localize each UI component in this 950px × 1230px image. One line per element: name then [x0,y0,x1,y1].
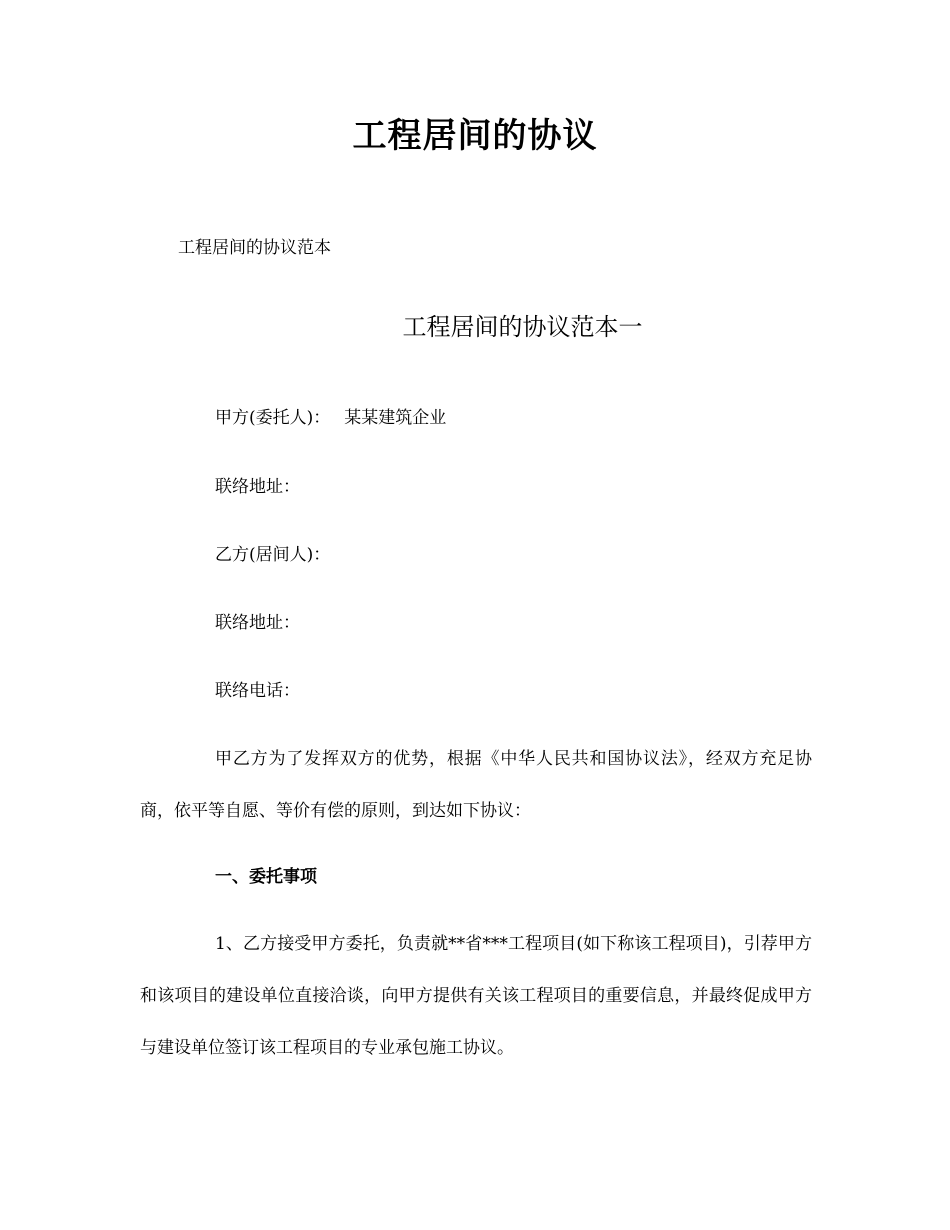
address-a-label: 联络地址： [215,477,300,497]
party-b-field [215,543,330,567]
party-a-label: 甲方(委托人)： [215,408,331,428]
document-title: 工程居间的协议 [352,116,598,156]
address-b-field [215,611,300,635]
section-title: 工程居间的协议范本一 [402,313,643,341]
document-subtitle: 工程居间的协议范本 [178,238,331,258]
address-a-field [215,475,300,499]
party-a-field [215,406,446,430]
section-1-heading: 一、委托事项 [215,867,317,887]
party-a-value: 某某建筑企业 [344,408,447,428]
party-b-label: 乙方(居间人)： [215,545,331,565]
clause-1-paragraph: 1、乙方接受甲方委托，负责就**省***工程项目(如下称该工程项目)，引荐甲方和该项目的建设单位直接洽谈，向甲方提供有关该工程项目的重要信息，并最终促成甲方与建设单位签订该工程项目的专业承包施工协议。 [140,934,812,1058]
phone-field [215,679,300,703]
preamble-paragraph: 甲乙方为了发挥双方的优势，根据《中华人民共和国协议法》，经双方充足协商，依平等自愿、等价有偿的原则，到达如下协议： [140,749,812,821]
phone-label: 联络电话： [215,681,300,701]
address-b-label: 联络地址： [215,613,300,633]
